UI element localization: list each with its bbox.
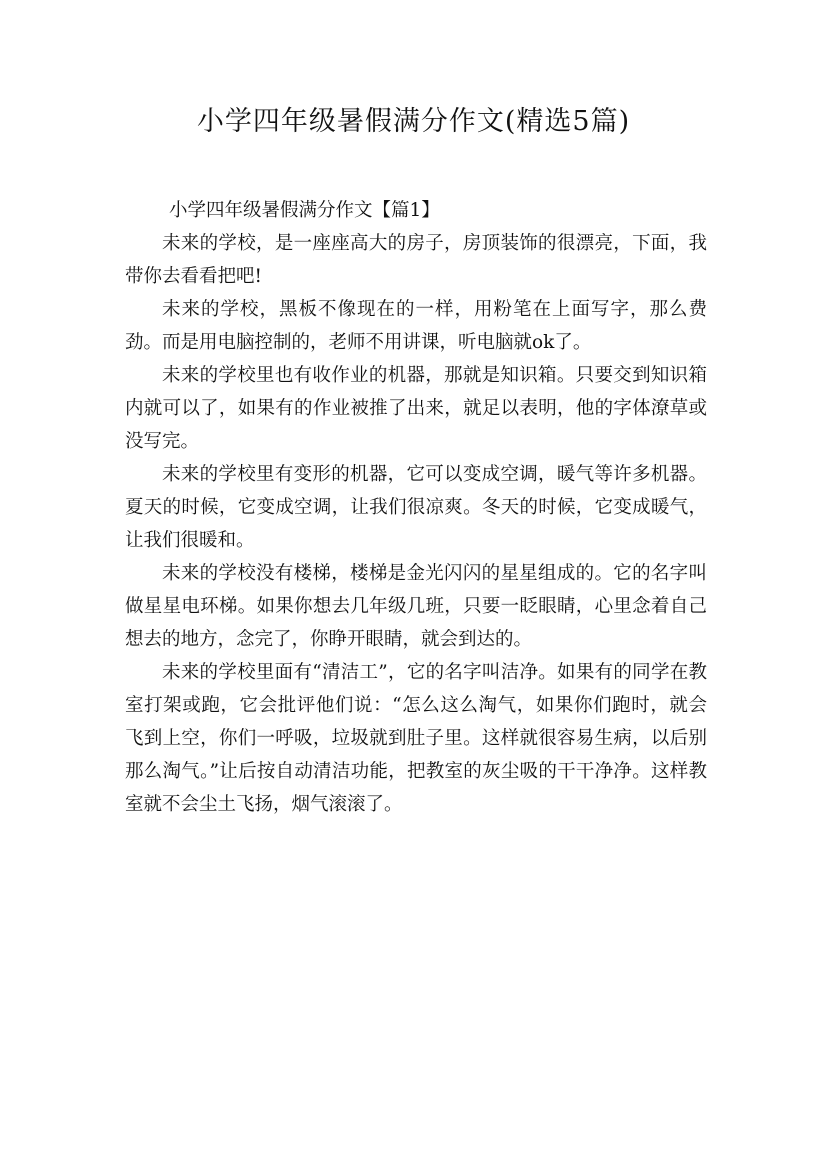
document-title: 小学四年级暑假满分作文(精选5篇) — [196, 106, 631, 137]
paragraph-3: 未来的学校里也有收作业的机器，那就是知识箱。只要交到知识箱内就可以了，如果有的作业被推了出来，就足以表明，他的字体潦草或没写完。 — [125, 365, 707, 452]
paragraph-2: 未来的学校，黑板不像现在的一样，用粉笔在上面写字，那么费劲。而是用电脑控制的，老师不用讲课，听电脑就ok了。 — [125, 299, 707, 353]
paragraph-6: 未来的学校里面有“清洁工”，它的名字叫洁净。如果有的同学在教室打架或跑，它会批评他们说：“怎么这么淘气，如果你们跑时，就会飞到上空，你们一呼吸，垃圾就到肚子里。这样就很容易生病，以后别那么淘气。”让后按自动清洁功能，把教室的灰尘吸的干干净净。这样教室就不会尘土飞扬，烟气滚滚了。 — [125, 662, 707, 815]
section-heading: 小学四年级暑假满分作文【篇1】 — [169, 200, 440, 221]
paragraph-1: 未来的学校，是一座座高大的房子，房顶装饰的很漂亮，下面，我带你去看看把吧! — [125, 233, 707, 287]
paragraph-5: 未来的学校没有楼梯，楼梯是金光闪闪的星星组成的。它的名字叫做星星电环梯。如果你想去几年级几班，只要一眨眼睛，心里念着自己想去的地方，念完了，你睁开眼睛，就会到达的。 — [125, 563, 707, 650]
document-body — [125, 194, 707, 821]
paragraph-4: 未来的学校里有变形的机器，它可以变成空调，暖气等许多机器。夏天的时候，它变成空调，让我们很凉爽。冬天的时候，它变成暖气，让我们很暖和。 — [125, 464, 707, 551]
